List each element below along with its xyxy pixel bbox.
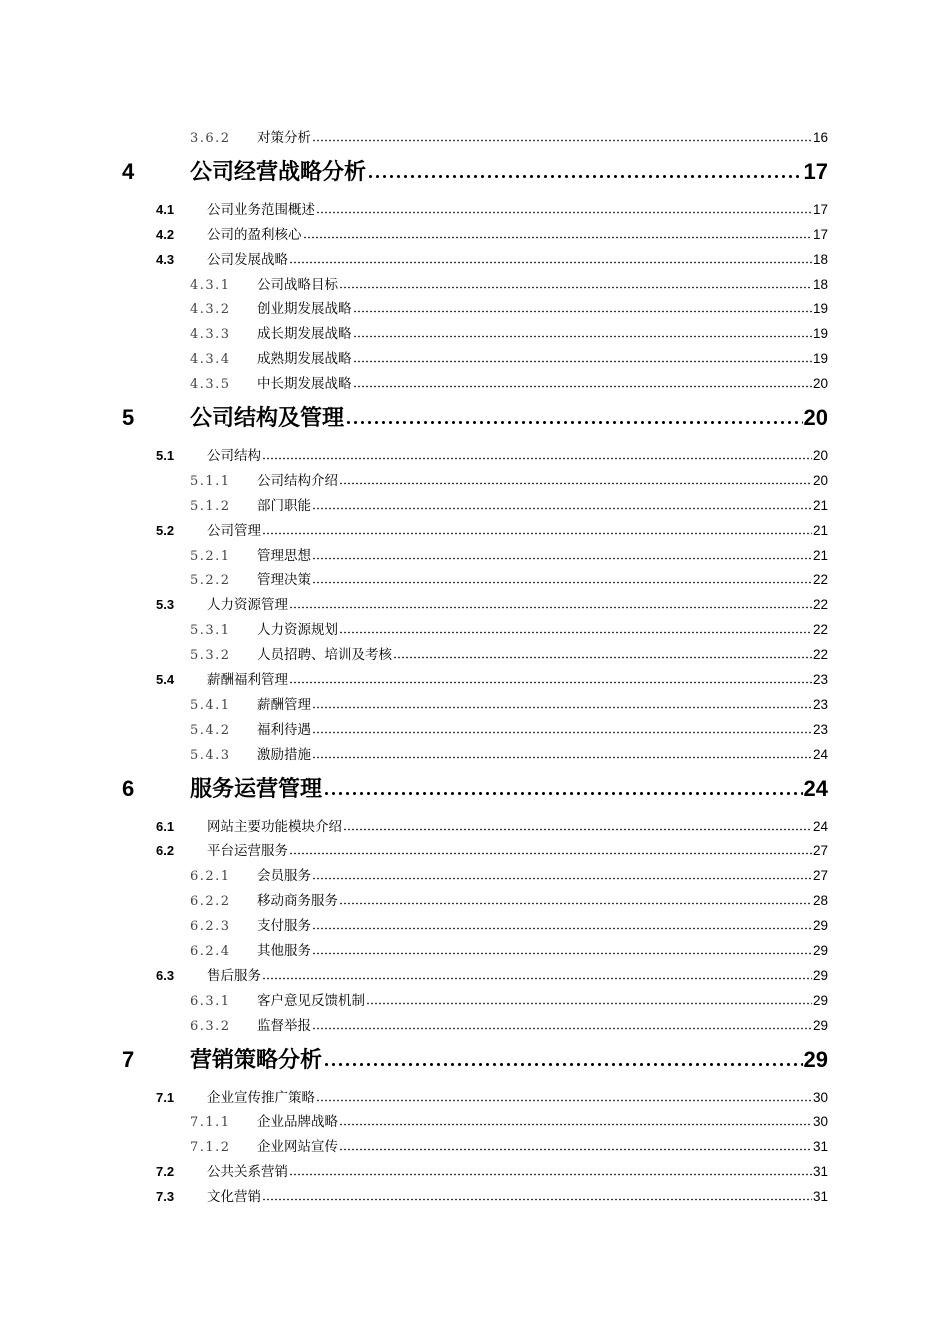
dot-leader <box>312 499 812 510</box>
toc-number: 7 <box>122 1046 135 1072</box>
toc-number: 4.2 <box>156 226 175 242</box>
toc-page-number: 22 <box>812 572 828 588</box>
toc-subsection[interactable] <box>190 643 828 663</box>
toc-page-number: 16 <box>812 130 828 145</box>
toc-number: 7.3 <box>156 1189 175 1205</box>
toc-number: 6.2 <box>156 843 175 859</box>
toc-page-number: 21 <box>812 522 828 538</box>
toc-subsection[interactable] <box>190 864 828 884</box>
toc-title: 公司业务范围概述 <box>207 201 315 218</box>
toc-title: 人力资源规划 <box>257 622 338 639</box>
toc-number: 5.2 <box>156 522 175 538</box>
toc-page-number: 23 <box>812 721 828 737</box>
toc-page-number: 24 <box>803 775 828 801</box>
toc-title: 薪酬管理 <box>257 696 311 713</box>
toc-number: 5.3 <box>156 597 175 613</box>
dot-leader <box>339 278 812 289</box>
dot-leader <box>316 203 812 214</box>
toc-title: 公司经营战略分析 <box>190 159 367 185</box>
toc-subsection[interactable] <box>190 889 828 909</box>
dot-leader <box>353 303 812 314</box>
dot-leader <box>262 449 812 460</box>
toc-title: 公司结构 <box>207 447 261 464</box>
toc-subsection[interactable] <box>190 1135 828 1155</box>
toc-title: 管理思想 <box>257 547 311 564</box>
toc-page-number: 29 <box>812 918 828 934</box>
toc-number: 6.3 <box>156 967 175 983</box>
toc-number: 4.3.1 <box>190 277 231 293</box>
toc-number: 7.1.1 <box>190 1115 231 1131</box>
toc-page-number: 29 <box>812 992 828 1008</box>
toc-section[interactable] <box>156 964 828 984</box>
dot-leader <box>303 228 812 239</box>
toc-title: 激励措施 <box>257 746 311 763</box>
dot-leader <box>262 1190 812 1201</box>
toc-title: 服务运营管理 <box>190 776 323 802</box>
toc-page-number: 23 <box>812 696 828 712</box>
toc-title: 会员服务 <box>257 868 311 885</box>
toc-page-number: 29 <box>812 967 828 983</box>
toc-number: 4.3.3 <box>190 327 231 343</box>
toc-number: 5.4.1 <box>190 697 231 713</box>
toc-title: 监督举报 <box>257 1017 311 1034</box>
toc-title: 人员招聘、培训及考核 <box>257 647 392 664</box>
toc-number: 5.3.1 <box>190 623 231 639</box>
toc-title: 企业网站宣传 <box>257 1139 338 1156</box>
toc-title: 网站主要功能模块介绍 <box>207 818 342 835</box>
toc-number: 5.3.2 <box>190 648 231 664</box>
toc-subsection[interactable] <box>190 1110 828 1130</box>
dot-leader <box>312 944 812 955</box>
toc-page-number: 17 <box>812 226 828 242</box>
toc-subsection[interactable] <box>190 494 828 514</box>
toc-section[interactable] <box>156 839 828 859</box>
dot-leader <box>343 820 812 831</box>
toc-subsection[interactable] <box>190 914 828 934</box>
dot-leader <box>353 328 812 339</box>
toc-page-number: 29 <box>803 1046 828 1072</box>
toc-section[interactable] <box>156 815 828 835</box>
dot-leader <box>312 919 812 930</box>
toc-page-number: 21 <box>812 547 828 563</box>
toc-title: 企业品牌战略 <box>257 1114 338 1131</box>
toc-subsection[interactable] <box>190 989 828 1009</box>
toc-page-number: 20 <box>812 472 828 488</box>
toc-page-number: 17 <box>812 201 828 217</box>
toc-title: 福利待遇 <box>257 721 311 738</box>
toc-page-number: 24 <box>812 746 828 762</box>
toc-chapter[interactable] <box>122 401 828 431</box>
toc-page-number: 23 <box>812 672 828 687</box>
toc-title: 营销策略分析 <box>190 1047 323 1073</box>
toc-chapter[interactable] <box>122 772 828 802</box>
toc-number: 6 <box>122 775 135 801</box>
toc-number: 6.2.4 <box>190 944 231 959</box>
toc-title: 公司战略目标 <box>257 276 338 293</box>
toc-section[interactable] <box>156 519 828 539</box>
toc-section[interactable] <box>156 198 828 218</box>
toc-subsection[interactable] <box>190 939 828 959</box>
toc-subsection[interactable] <box>190 1014 828 1034</box>
dot-leader <box>339 1116 812 1127</box>
toc-title: 其他服务 <box>257 943 311 959</box>
dot-leader <box>312 549 812 560</box>
toc-title: 支付服务 <box>257 918 311 935</box>
toc-number: 6.3.2 <box>190 1018 231 1034</box>
dot-leader <box>289 845 812 856</box>
toc-section[interactable] <box>156 1185 828 1205</box>
toc-section[interactable] <box>156 1086 828 1106</box>
toc-title: 公司结构介绍 <box>257 472 338 489</box>
toc-page-number: 19 <box>812 351 828 367</box>
toc-title: 公共关系营销 <box>207 1164 288 1181</box>
dot-leader <box>339 474 812 485</box>
toc-title: 薪酬福利管理 <box>207 672 288 688</box>
dot-leader <box>262 524 812 535</box>
toc-subsection[interactable] <box>190 693 828 713</box>
toc-number: 5.1 <box>156 447 175 463</box>
toc-subsection[interactable] <box>190 718 828 738</box>
dot-leader <box>353 377 812 388</box>
toc-number: 3.6.2 <box>190 131 231 146</box>
toc-number: 6.1 <box>156 818 175 834</box>
toc-title: 公司的盈利核心 <box>207 226 302 243</box>
toc-number: 5.4.3 <box>190 747 231 763</box>
toc-section[interactable] <box>156 1160 828 1180</box>
toc-title: 中长期发展战略 <box>257 376 352 393</box>
toc-page-number: 29 <box>812 1017 828 1033</box>
toc-section[interactable] <box>156 593 828 613</box>
toc-chapter[interactable] <box>122 155 828 185</box>
toc-subsection[interactable] <box>190 322 828 342</box>
toc-subsection[interactable] <box>190 273 828 293</box>
dot-leader <box>289 1165 812 1176</box>
toc-subsection[interactable] <box>190 568 828 588</box>
dot-leader <box>323 778 803 796</box>
toc-subsection[interactable] <box>190 372 828 392</box>
toc-page-number: 31 <box>812 1189 828 1205</box>
toc-title: 管理决策 <box>257 572 311 589</box>
toc-number: 5.2.2 <box>190 573 231 589</box>
dot-leader <box>312 574 812 585</box>
toc-section[interactable] <box>156 668 828 688</box>
toc-subsection[interactable] <box>190 618 828 638</box>
dot-leader <box>339 1141 812 1152</box>
dot-leader <box>367 161 803 179</box>
toc-number: 7.1.2 <box>190 1140 231 1156</box>
toc-number: 4.3.2 <box>190 302 231 318</box>
toc-page-number: 31 <box>812 1139 828 1155</box>
toc-page-number: 18 <box>812 251 828 267</box>
toc-section[interactable] <box>156 223 828 243</box>
dot-leader <box>312 1019 812 1030</box>
toc-number: 5.4.2 <box>190 722 231 738</box>
toc-title: 客户意见反馈机制 <box>257 992 365 1009</box>
toc-subsection[interactable] <box>190 743 828 763</box>
toc-title: 部门职能 <box>257 497 311 514</box>
dot-leader <box>393 648 812 659</box>
toc-number: 4.1 <box>156 201 175 217</box>
dot-leader <box>312 131 812 142</box>
dot-leader <box>339 623 812 634</box>
toc-section[interactable] <box>156 444 828 464</box>
toc-page-number: 20 <box>812 447 828 463</box>
toc-section[interactable] <box>156 248 828 268</box>
toc-page-number: 22 <box>812 597 828 613</box>
toc-page-number: 22 <box>812 647 828 663</box>
toc-subsection[interactable] <box>190 126 828 146</box>
toc-number: 6.2.2 <box>190 894 231 910</box>
toc-number: 7.1 <box>156 1089 175 1105</box>
toc-page-number: 18 <box>812 276 828 292</box>
toc-page-number: 21 <box>812 497 828 513</box>
toc-subsection[interactable] <box>190 544 828 564</box>
toc-page-number: 30 <box>812 1114 828 1130</box>
toc-number: 4.3 <box>156 251 175 267</box>
toc-number: 4.3.4 <box>190 352 231 368</box>
dot-leader <box>353 352 812 363</box>
dot-leader <box>262 969 812 980</box>
dot-leader <box>312 723 812 734</box>
dot-leader <box>323 1049 803 1067</box>
toc-title: 成熟期发展战略 <box>257 351 352 368</box>
toc-page-number: 27 <box>812 843 828 859</box>
toc-number: 5.1.1 <box>190 473 231 489</box>
toc-page-number: 24 <box>812 818 828 834</box>
toc-page-number: 17 <box>803 158 828 184</box>
toc-number: 5.2.1 <box>190 548 231 564</box>
toc-title: 人力资源管理 <box>207 597 288 614</box>
toc-page-number: 27 <box>812 868 828 884</box>
toc-page-number: 20 <box>812 376 828 392</box>
toc-title: 文化营销 <box>207 1189 261 1206</box>
dot-leader <box>312 748 812 759</box>
toc-number: 4 <box>122 158 135 184</box>
toc-number: 6.2.1 <box>190 869 231 885</box>
toc-number: 5 <box>122 405 135 430</box>
dot-leader <box>345 407 803 425</box>
toc-number: 6.2.3 <box>190 919 231 935</box>
toc-title: 公司结构及管理 <box>190 406 345 431</box>
toc-page-number: 22 <box>812 622 828 638</box>
toc-number: 4.3.5 <box>190 377 231 393</box>
toc-title: 公司发展战略 <box>207 251 288 268</box>
toc-number: 7.2 <box>156 1164 175 1180</box>
toc-title: 创业期发展战略 <box>257 301 352 318</box>
toc-title: 移动商务服务 <box>257 893 338 910</box>
toc-title: 对策分析 <box>257 130 311 146</box>
toc-page-number: 30 <box>812 1089 828 1105</box>
dot-leader <box>316 1091 812 1102</box>
toc-page-number: 20 <box>803 405 828 430</box>
dot-leader <box>366 994 812 1005</box>
toc-page-number: 19 <box>812 301 828 317</box>
dot-leader <box>289 253 812 264</box>
dot-leader <box>339 894 812 905</box>
toc-number: 5.4 <box>156 672 175 687</box>
toc-page-number: 28 <box>812 893 828 909</box>
dot-leader <box>312 870 812 881</box>
dot-leader <box>312 698 812 709</box>
toc-page-number: 29 <box>812 943 828 958</box>
toc-number: 5.1.2 <box>190 498 231 514</box>
toc-title: 企业宣传推广策略 <box>207 1089 315 1106</box>
dot-leader <box>289 599 812 610</box>
toc-title: 成长期发展战略 <box>257 326 352 343</box>
toc-title: 公司管理 <box>207 522 261 539</box>
toc-chapter[interactable] <box>122 1043 828 1073</box>
dot-leader <box>289 673 812 684</box>
toc-subsection[interactable] <box>190 469 828 489</box>
toc-page-number: 19 <box>812 326 828 342</box>
toc-title: 平台运营服务 <box>207 843 288 860</box>
toc-number: 6.3.1 <box>190 993 231 1009</box>
toc-subsection[interactable] <box>190 347 828 367</box>
toc-title: 售后服务 <box>207 967 261 984</box>
toc-page-number: 31 <box>812 1164 828 1180</box>
toc-subsection[interactable] <box>190 297 828 317</box>
